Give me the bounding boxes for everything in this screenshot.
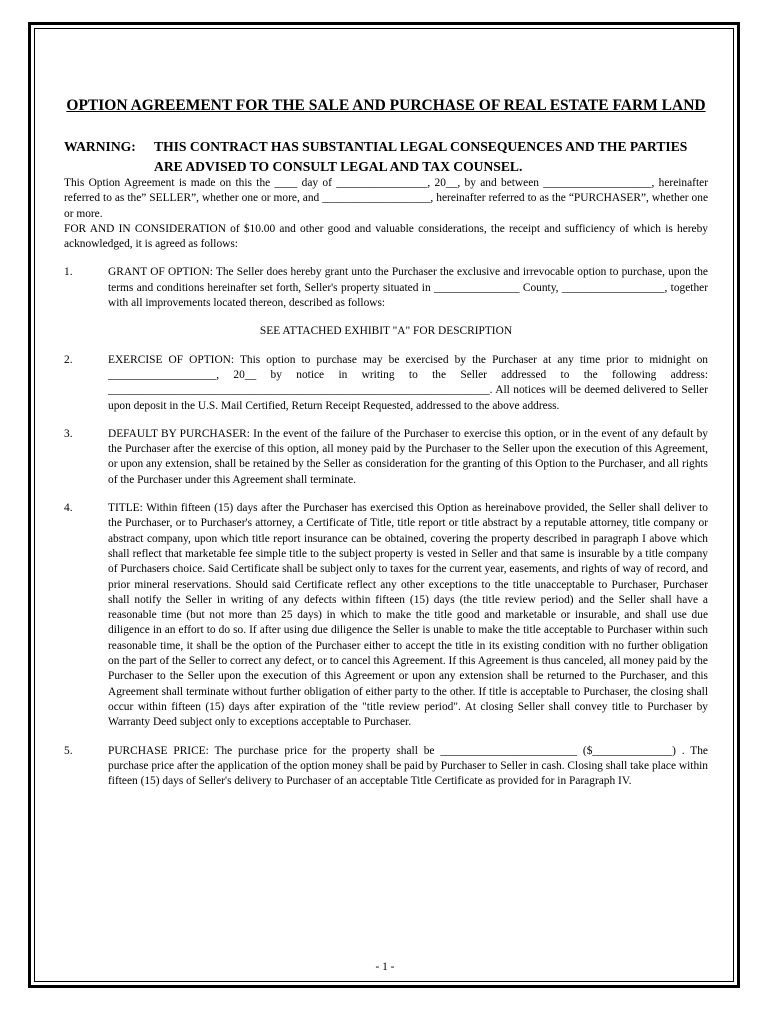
section-purchase-price [64, 744, 708, 790]
section-text: DEFAULT BY PURCHASER: In the event of the failure of the Purchaser to exercise this option, or in the event of any default by the Purchaser after the exercise of this option, all money paid by the Purchaser to the Seller upon the execution of this Agreement, or upon any extension, shall be retained by the Seller as consideration for the granting of this Option to the Purchaser, and all rights of the Purchaser under this Agreement shall terminate. [108, 427, 708, 486]
section-number: 1. [64, 266, 73, 279]
consideration-paragraph: FOR AND IN CONSIDERATION of $10.00 and other good and valuable considerations, the receipt and sufficiency of which is hereby acknowledged, it is agreed as follows: [64, 222, 708, 251]
warning-text: THIS CONTRACT HAS SUBSTANTIAL LEGAL CONSEQUENCES AND THE PARTIES ARE ADVISED TO CONSULT LEGAL AND TAX COUNSEL. [154, 139, 688, 174]
section-exercise-of-option [64, 353, 708, 414]
section-number: 2. [64, 353, 73, 366]
section-number: 5. [64, 744, 73, 757]
section-text: TITLE: Within fifteen (15) days after the Purchaser has exercised this Option as hereinabove provided, the Seller shall deliver to the Purchaser, or to Purchaser's attorney, a Certificate of Title, title report or title abstract by a reputable attorney, title company or abstract company, upon which title report insurance can be obtained, covering the property described in paragraph I above which shall reflect that marketable fee simple title to the subject property is vested in Seller and that same is insurable by a title company of Purchasers choice. Said Certificate shall be subject only to taxes for the current year, easements, and rights of way of record, and prior mineral reservations. Should said Certificate reflect any other exceptions to the title unacceptable to Purchaser, Purchaser shall notify the Seller in writing of any defects within fifteen (15) days (the title review period) and the Seller shall have a reasonable time (but not more than 25 days) in which to make the title good and marketable or insurable, and shall use due diligence in an effort to do so. If after using due diligence the Seller is unable to make the title acceptable to Purchaser within such reasonable time, it shall be the option of the Purchaser either to accept the title in its existing condition with no further obligation on the part of the Seller to correct any defect, or to cancel this Agreement. If this Agreement is thus canceled, all money paid by the Purchaser to the Seller upon the execution of this Agreement or upon any extension shall be returned to the Purchaser, and this Agreement shall terminate without further obligation of either party to the other. If title is acceptable to Purchaser, the closing shall occur within fifteen (15) days after expiration of the "title review period". At closing Seller shall convey title to Purchaser by Warranty Deed subject only to exceptions acceptable to Purchaser. [108, 502, 708, 729]
section-text: EXERCISE OF OPTION: This option to purchase may be exercised by the Purchaser at any time prior to midnight on ___________________, 20__ by notice in writing to the Seller addressed to the following address: ___________________________________________________________________. All notices will be deemed delivered to Seller upon deposit in the U.S. Mail Certified, Return Receipt Requested, addressed to the above address. [108, 353, 708, 412]
section-number: 4. [64, 502, 73, 515]
section-text: GRANT OF OPTION: The Seller does hereby grant unto the Purchaser the exclusive and irrevocable option to purchase, upon the terms and conditions hereinafter set forth, Seller's property situated in _______________ County, __________________, together with all improvements located thereon, described as follows: [108, 266, 708, 310]
section-title [64, 501, 708, 730]
intro-paragraph: This Option Agreement is made on this the ____ day of ________________, 20__, by and between ___________________, hereinafter referred to as the” SELLER”, whether one or more, and ___________________, hereinafter referred to as the “PURCHASER”, whether one or more. [64, 177, 708, 220]
section-grant-of-option [64, 265, 708, 311]
section-text: PURCHASE PRICE: The purchase price for the property shall be ________________________ ($______________) . The purchase price after the application of the option money shall be paid by Purchaser to Seller in cash. Closing shall take place within fifteen (15) days of Seller's delivery to Purchaser of an acceptable Title Certificate as provided for in Paragraph IV. [108, 744, 708, 788]
section-default-by-purchaser [64, 427, 708, 488]
exhibit-note: SEE ATTACHED EXHIBIT "A" FOR DESCRIPTION [259, 325, 513, 338]
warning-label: WARNING: [64, 139, 136, 154]
section-number: 3. [64, 427, 73, 440]
document-title: OPTION AGREEMENT FOR THE SALE AND PURCHASE OF REAL ESTATE FARM LAND [66, 97, 706, 114]
document-body [64, 95, 708, 789]
warning-block [64, 137, 708, 176]
page-number: - 1 - [375, 961, 395, 973]
